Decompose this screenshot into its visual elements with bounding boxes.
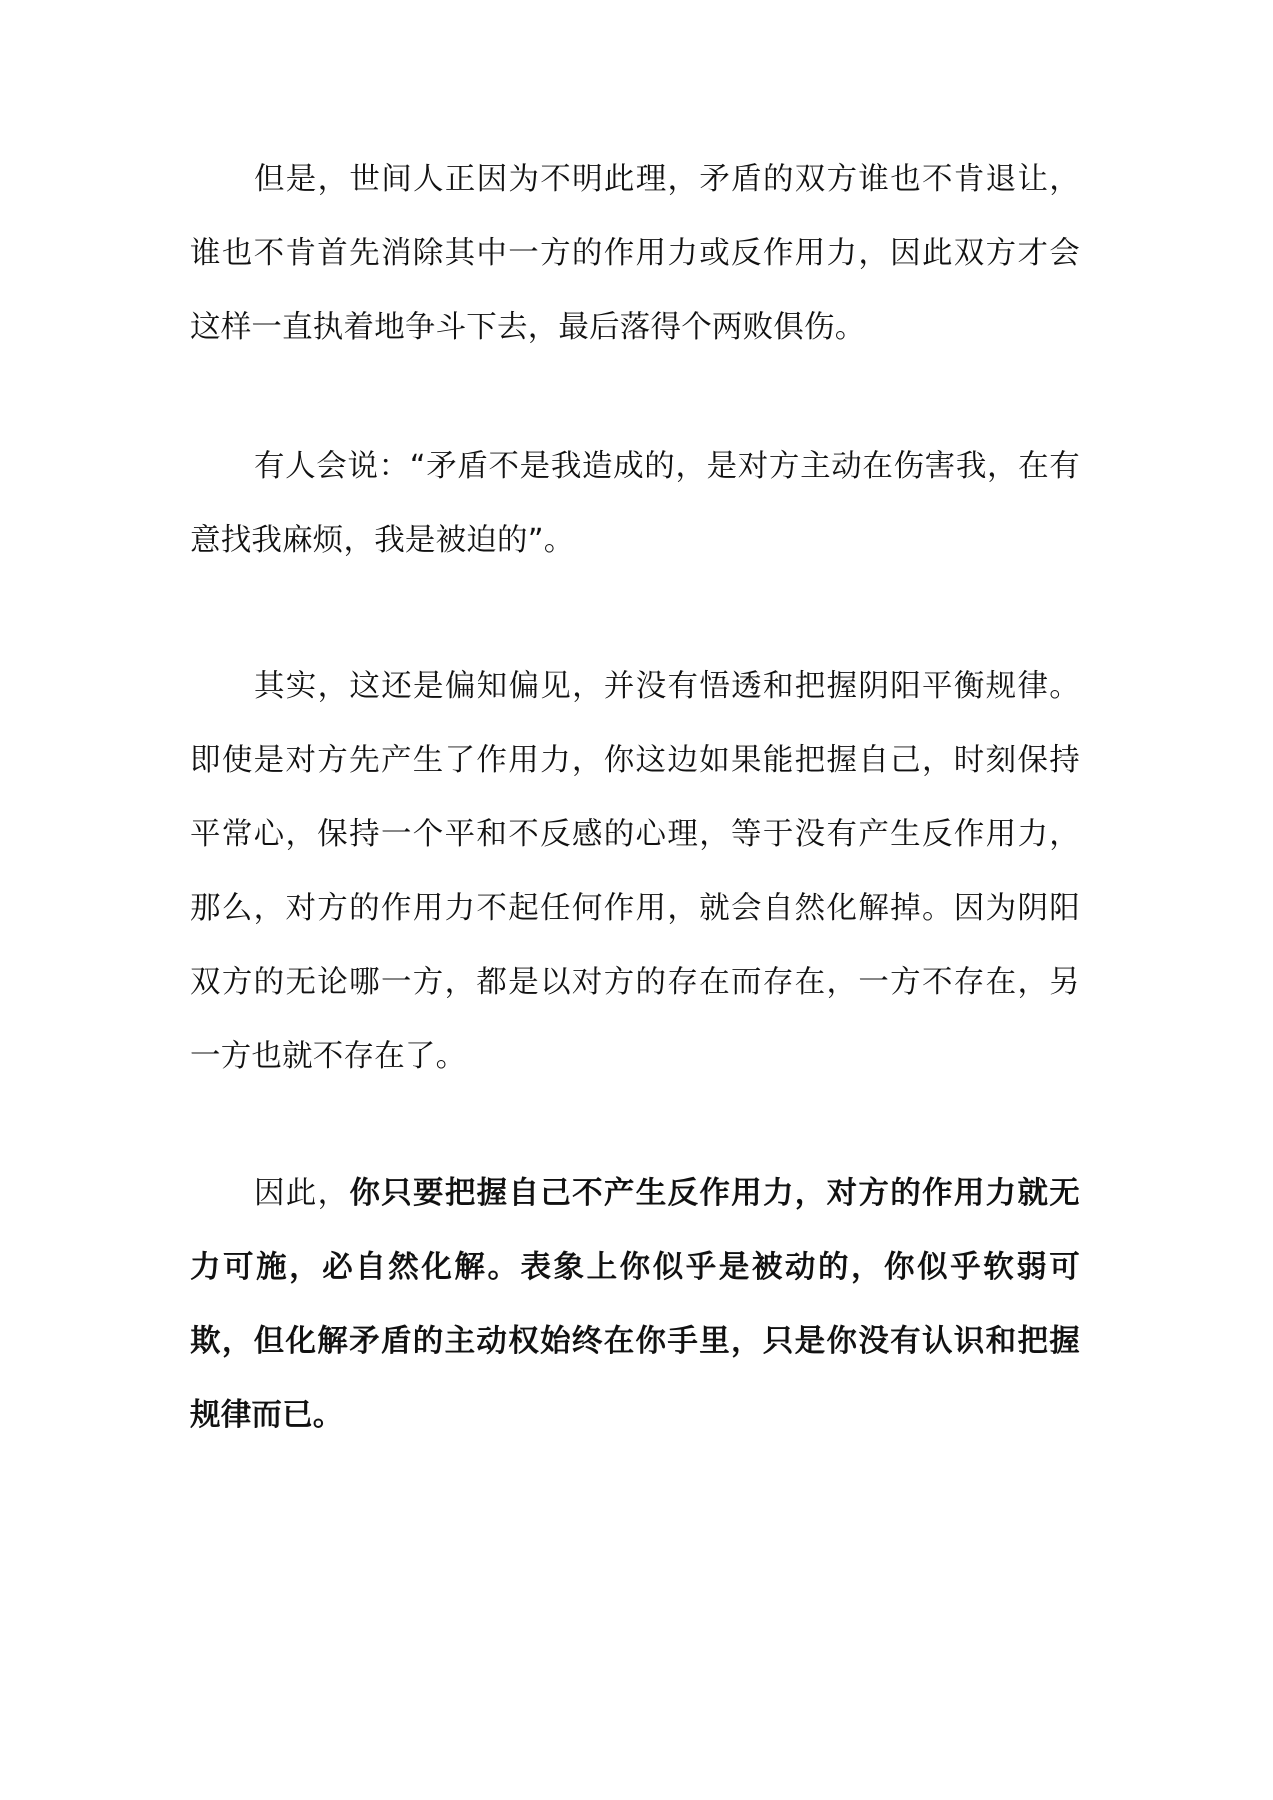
paragraph-2: 有人会说：“矛盾不是我造成的，是对方主动在伤害我，在有意找我麻烦，我是被迫的”。 <box>190 449 1080 558</box>
paragraph-1: 但是，世间人正因为不明此理，矛盾的双方谁也不肯退让，谁也不肯首先消除其中一方的作用力或反作用力，因此双方才会这样一直执着地争斗下去，最后落得个两败俱伤。 <box>190 162 1080 345</box>
paragraph-3: 其实，这还是偏知偏见，并没有悟透和把握阴阳平衡规律。即使是对方先产生了作用力，你这边如果能把握自己，时刻保持平常心，保持一个平和不反感的心理，等于没有产生反作用力，那么，对方的作用力不起任何作用，就会自然化解掉。因为阴阳双方的无论哪一方，都是以对方的存在而存在，一方不存在，另一方也就不存在了。 <box>190 669 1080 1074</box>
paragraph-4-bold-text: 你只要把握自己不产生反作用力，对方的作用力就无力可施，必自然化解。表象上你似乎是被动的，你似乎软弱可欺，但化解矛盾的主动权始终在你手里，只是你没有认识和把握规律而已。 <box>190 1176 1080 1433</box>
paragraph-4 <box>190 1157 1080 1453</box>
paragraph-4-lead: 因此， <box>254 1176 350 1211</box>
